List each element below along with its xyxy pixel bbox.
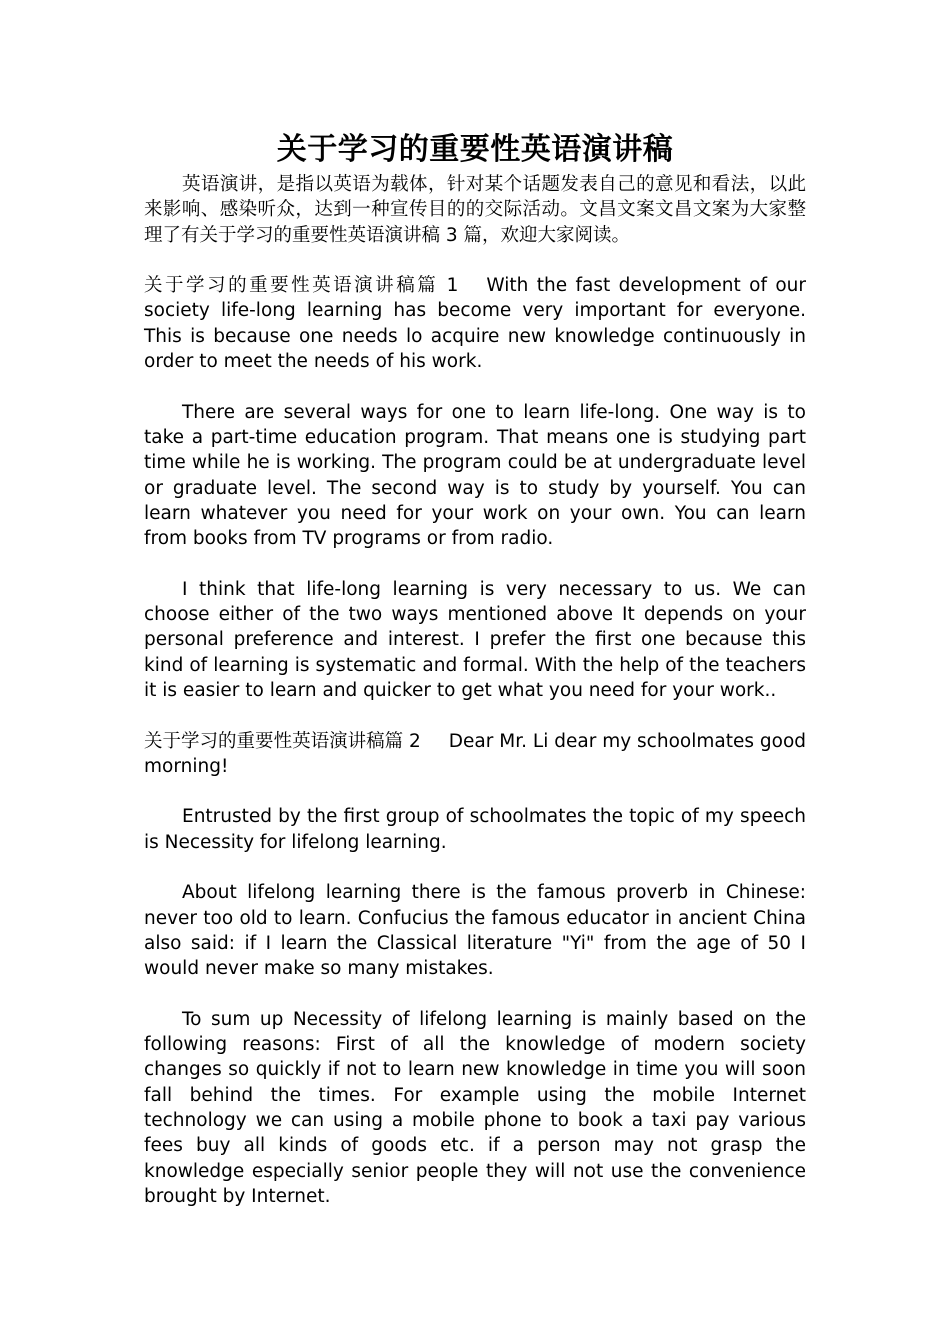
document-title: 关于学习的重要性英语演讲稿 xyxy=(276,132,674,167)
document-page xyxy=(144,128,806,1209)
spacer xyxy=(144,855,806,880)
section1-p3: I think that life-long learning is very necessary to us. We can choose either of the two ways mentioned above It depends on your personal preference and interest. I prefer the first one because this kind of learning is systematic and formal. With the help of the teachers it is easier to learn and quicker to get what you need for your work.. xyxy=(144,578,806,701)
section2-p3: About lifelong learning there is the famous proverb in Chinese: never too old to learn. Confucius the famous educator in ancient China also said: if I learn the Classical literature "Yi" from the age of 50 I would never make so many mistakes. xyxy=(144,882,806,980)
section2-heading: 关于学习的重要性英语演讲稿篇 2 xyxy=(144,730,421,752)
section1-first-paragraph xyxy=(144,273,806,374)
spacer xyxy=(144,551,806,576)
section2-first-paragraph xyxy=(144,729,806,780)
section1-p2: There are several ways for one to learn life-long. One way is to take a part-time education program. That means one is studying part time while he is working. The program could be at undergraduate level or graduate level. The second way is to study by yourself. You can learn whatever you need for your work on your own. You can learn from books from TV programs or from radio. xyxy=(144,401,806,550)
section1-p1: With the fast development of our society life-long learning has become very important for everyone. This is because one needs lo acquire new knowledge continuously in order to meet the needs of his work. xyxy=(144,275,806,373)
section2-p2: Entrusted by the first group of schoolmates the topic of my speech is Necessity for lifelong learning. xyxy=(144,806,806,853)
spacer xyxy=(144,779,806,804)
section1-heading: 关于学习的重要性英语演讲稿篇 1 xyxy=(144,275,459,297)
spacer xyxy=(144,703,806,728)
section2-p4: To sum up Necessity of lifelong learning is mainly based on the following reasons: First of all the knowledge of modern society changes so quickly if not to learn new knowledge in time you will soon fall behind the times. For example using the mobile Internet technology we can using a mobile phone to book a taxi pay various fees buy all kinds of goods etc. if a person may not grasp the knowledge especially senior people they will not use the convenience brought by Internet. xyxy=(144,1008,806,1207)
spacer xyxy=(144,248,806,273)
spacer xyxy=(144,374,806,399)
spacer xyxy=(144,982,806,1007)
intro-paragraph: 英语演讲，是指以英语为载体，针对某个话题发表自己的意见和看法，以此来影响、感染听众，达到一种宣传目的的交际活动。文昌文案文昌文案为大家整理了有关于学习的重要性英语演讲稿 3 篇，欢迎大家阅读。 xyxy=(144,174,806,246)
section2-p1: Dear Mr. Li dear my schoolmates good morning! xyxy=(144,730,807,777)
